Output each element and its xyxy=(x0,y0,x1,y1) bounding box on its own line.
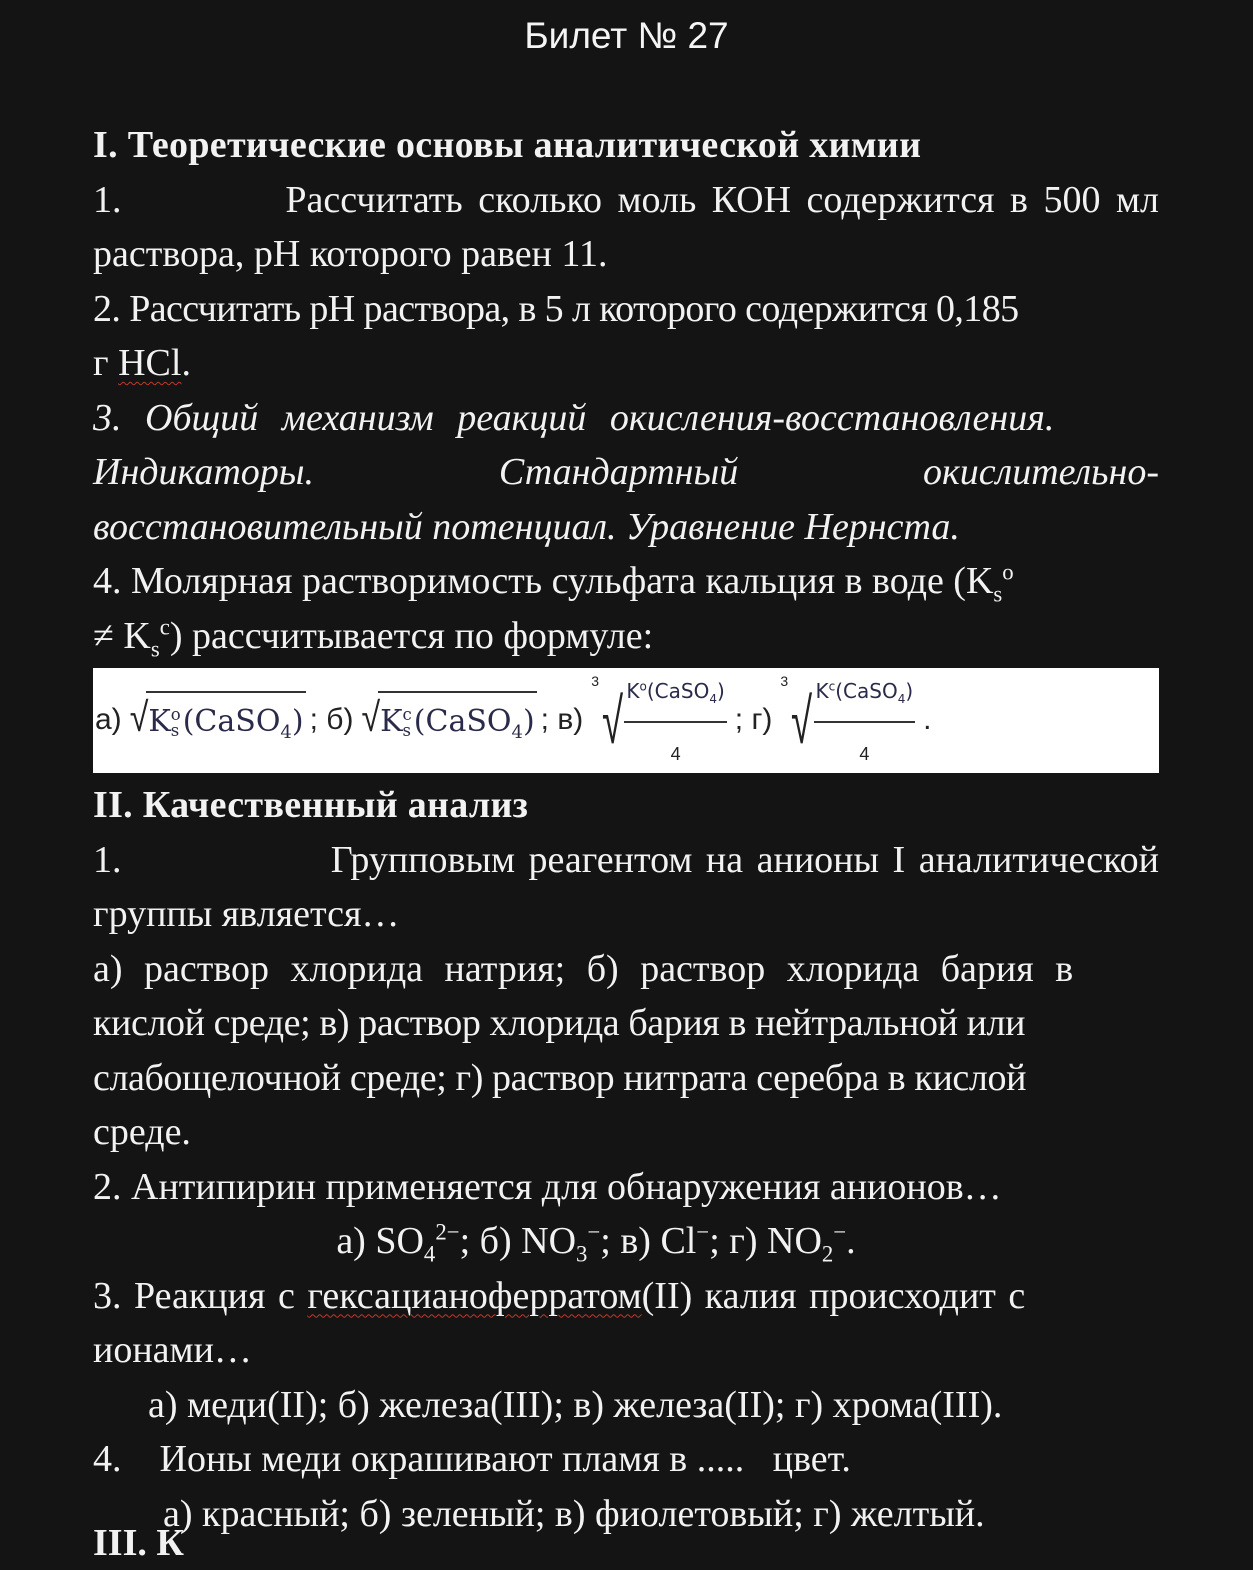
s2-q4-answers: а) красный; б) зеленый; в) фиолетовый; г) желтый. xyxy=(163,1492,985,1535)
ks-sup: c xyxy=(828,679,836,694)
s1-question-1 xyxy=(93,173,1159,282)
cube-root-icon: √ xyxy=(791,684,813,757)
compound-close: ) xyxy=(716,679,725,703)
s1-q4-sub: s xyxy=(993,581,1003,607)
s2-q1-answer-line-4: среде. xyxy=(93,1111,191,1153)
denominator: 4 xyxy=(859,743,870,764)
answer-b-sub: 3 xyxy=(576,1241,588,1267)
s2-q1-line1: Групповым реагентом на анионы I аналитической xyxy=(330,838,1159,881)
compound-close: ) xyxy=(291,704,304,740)
compound: (CaSO xyxy=(413,704,512,740)
s1-q3-word-3: окислительно- xyxy=(923,451,1159,493)
ks-sub: s xyxy=(170,721,180,741)
s1-q2-prefix: г xyxy=(93,342,119,384)
formula-b-label: ; б) xyxy=(309,703,354,737)
s1-q4-line2 xyxy=(93,609,1159,664)
s1-q2-line1: 2. Рассчитать pH раствора, в 5 л которого содержится 0,185 xyxy=(93,287,1019,330)
section-1-heading: I. Теоретические основы аналитической химии xyxy=(93,124,922,166)
s2-q3-line1 xyxy=(93,1269,1159,1324)
ks-sup: o xyxy=(639,679,647,694)
s1-q4-line1 xyxy=(93,554,1159,609)
formula-a-sqrt xyxy=(130,691,306,750)
formula-c-label: ; в) xyxy=(540,703,584,737)
s1-q1-line1: Рассчитать сколько моль КОН содержится в 500 мл xyxy=(285,178,1159,221)
s2-q2-answers xyxy=(93,1214,1159,1269)
formula-c-cbrt xyxy=(591,668,731,773)
numerator xyxy=(814,668,916,723)
k-symbol: K xyxy=(815,679,829,703)
s1-q4-post: ) рассчитывается по формуле: xyxy=(169,614,654,657)
compound-close: ) xyxy=(905,679,914,703)
s2-question-1 xyxy=(93,833,1159,1160)
compound: (CaSO xyxy=(182,704,281,740)
s1-question-4 xyxy=(93,554,1159,773)
formula-a-label: а) xyxy=(95,703,122,737)
s2-q1-answer-line-3: слабощелочной среде; г) раствор нитрата серебра в кислой xyxy=(93,1056,1026,1099)
compound-sub: 4 xyxy=(511,722,523,744)
formula-end: . xyxy=(923,703,932,737)
ks-sup: o xyxy=(170,704,181,724)
s1-q4-sup2: c xyxy=(159,613,170,639)
ks-sup: c xyxy=(402,704,412,724)
section-2-heading: II. Качественный анализ xyxy=(93,784,529,826)
s2-q1-answer-line-1: а) раствор хлорида натрия; б) раствор хлорида бария в xyxy=(93,947,1074,990)
s2-q3-line2: ионами… xyxy=(93,1329,252,1371)
s1-q4-sup: o xyxy=(1002,559,1014,585)
s1-q3-word-2: Стандартный xyxy=(498,451,739,493)
answer-d-sub: 2 xyxy=(821,1241,834,1267)
s2-q3-prefix: 3. Реакция с xyxy=(93,1274,308,1317)
s2-q3-answers: а) меди(II); б) железа(III); в) железа(II); г) хрома(III). xyxy=(148,1383,1003,1426)
formula-b-radicand xyxy=(378,691,537,750)
s2-question-3 xyxy=(93,1269,1159,1433)
formula-d-cbrt xyxy=(780,668,919,773)
s2-q1-number: 1. xyxy=(93,838,122,881)
spellcheck-word-hcl: HCl xyxy=(118,342,182,384)
s1-q3-line1: 3. Общий механизм реакций окисления-восстановления. xyxy=(93,396,1055,439)
compound-sub: 4 xyxy=(709,692,717,706)
s2-q4-line1: 4. Ионы меди окрашивают пламя в ..... цвет. xyxy=(93,1438,851,1480)
s2-question-4 xyxy=(93,1432,1159,1541)
s1-q2-suffix: . xyxy=(181,342,191,384)
answer-end: . xyxy=(846,1220,856,1262)
ticket-title: Билет № 27 xyxy=(524,15,729,56)
s1-q4-pre: ≠ K xyxy=(93,614,151,657)
formula-c-fraction xyxy=(620,668,730,773)
root-index: 3 xyxy=(780,673,789,689)
s2-q2-line1: 2. Антипирин применяется для обнаружения анионов… xyxy=(93,1165,1002,1208)
s1-q4-sub2: s xyxy=(150,636,160,662)
answer-c-sup: − xyxy=(696,1219,710,1245)
answer-b: ; б) NO xyxy=(459,1220,577,1262)
answer-a-sup: 2− xyxy=(435,1219,460,1245)
compound-close: ) xyxy=(522,704,535,740)
s1-q1-number: 1. xyxy=(93,178,122,221)
formula-d-fraction xyxy=(810,668,920,773)
s1-q3-word-1: Индикаторы. xyxy=(93,451,315,493)
s1-q1-line2: раствора, pH которого равен 11. xyxy=(93,233,608,275)
section-3-heading-partial: III. К xyxy=(93,1522,184,1564)
ticket-document xyxy=(93,118,1159,1541)
compound-sub: 4 xyxy=(280,722,292,744)
answer-a-sub: 4 xyxy=(423,1241,436,1267)
ks-indices xyxy=(170,704,181,741)
s1-q4-text: 4. Молярная растворимость сульфата кальция в воде (K xyxy=(93,560,994,602)
ks-sub: s xyxy=(402,721,411,741)
cube-root-icon: √ xyxy=(602,684,624,757)
s2-q3-suffix: (II) калия происходит с xyxy=(641,1274,1026,1317)
compound-sub: 4 xyxy=(897,692,906,706)
formula-d-label: ; г) xyxy=(734,703,773,737)
formula-b-sqrt xyxy=(361,691,536,750)
ks-indices xyxy=(402,704,412,741)
root-index: 3 xyxy=(591,673,600,689)
answer-c: ; в) Cl xyxy=(600,1220,697,1262)
answer-b-sup: − xyxy=(587,1219,601,1245)
s2-q1-line2: группы является… xyxy=(93,893,400,935)
formula-image xyxy=(93,668,1159,773)
sqrt-icon: √ xyxy=(129,695,149,741)
numerator xyxy=(624,668,726,723)
k-symbol: K xyxy=(380,704,403,740)
s1-question-3 xyxy=(93,391,1159,555)
spellcheck-word: гексацианоферратом xyxy=(307,1274,642,1317)
answer-a: а) SO xyxy=(336,1220,424,1262)
answer-d-sup: − xyxy=(833,1219,847,1245)
formula-a-radicand xyxy=(146,691,305,750)
s1-q3-line2 xyxy=(93,445,1159,500)
s2-question-2 xyxy=(93,1160,1159,1269)
k-symbol: K xyxy=(148,704,171,740)
s1-q3-line3: восстановительный потенциал. Уравнение Нернста. xyxy=(93,505,960,548)
k-symbol: K xyxy=(626,679,640,703)
s2-q1-answer-line-2: кислой среде; в) раствор хлорида бария в нейтральной или xyxy=(93,1002,1026,1044)
sqrt-icon: √ xyxy=(361,695,381,741)
s1-question-2 xyxy=(93,282,1159,391)
denominator: 4 xyxy=(670,743,681,764)
compound: (CaSO xyxy=(835,679,898,703)
answer-d: ; г) NO xyxy=(709,1220,822,1262)
s1-q2-line2 xyxy=(93,336,1159,391)
compound: (CaSO xyxy=(646,679,710,703)
